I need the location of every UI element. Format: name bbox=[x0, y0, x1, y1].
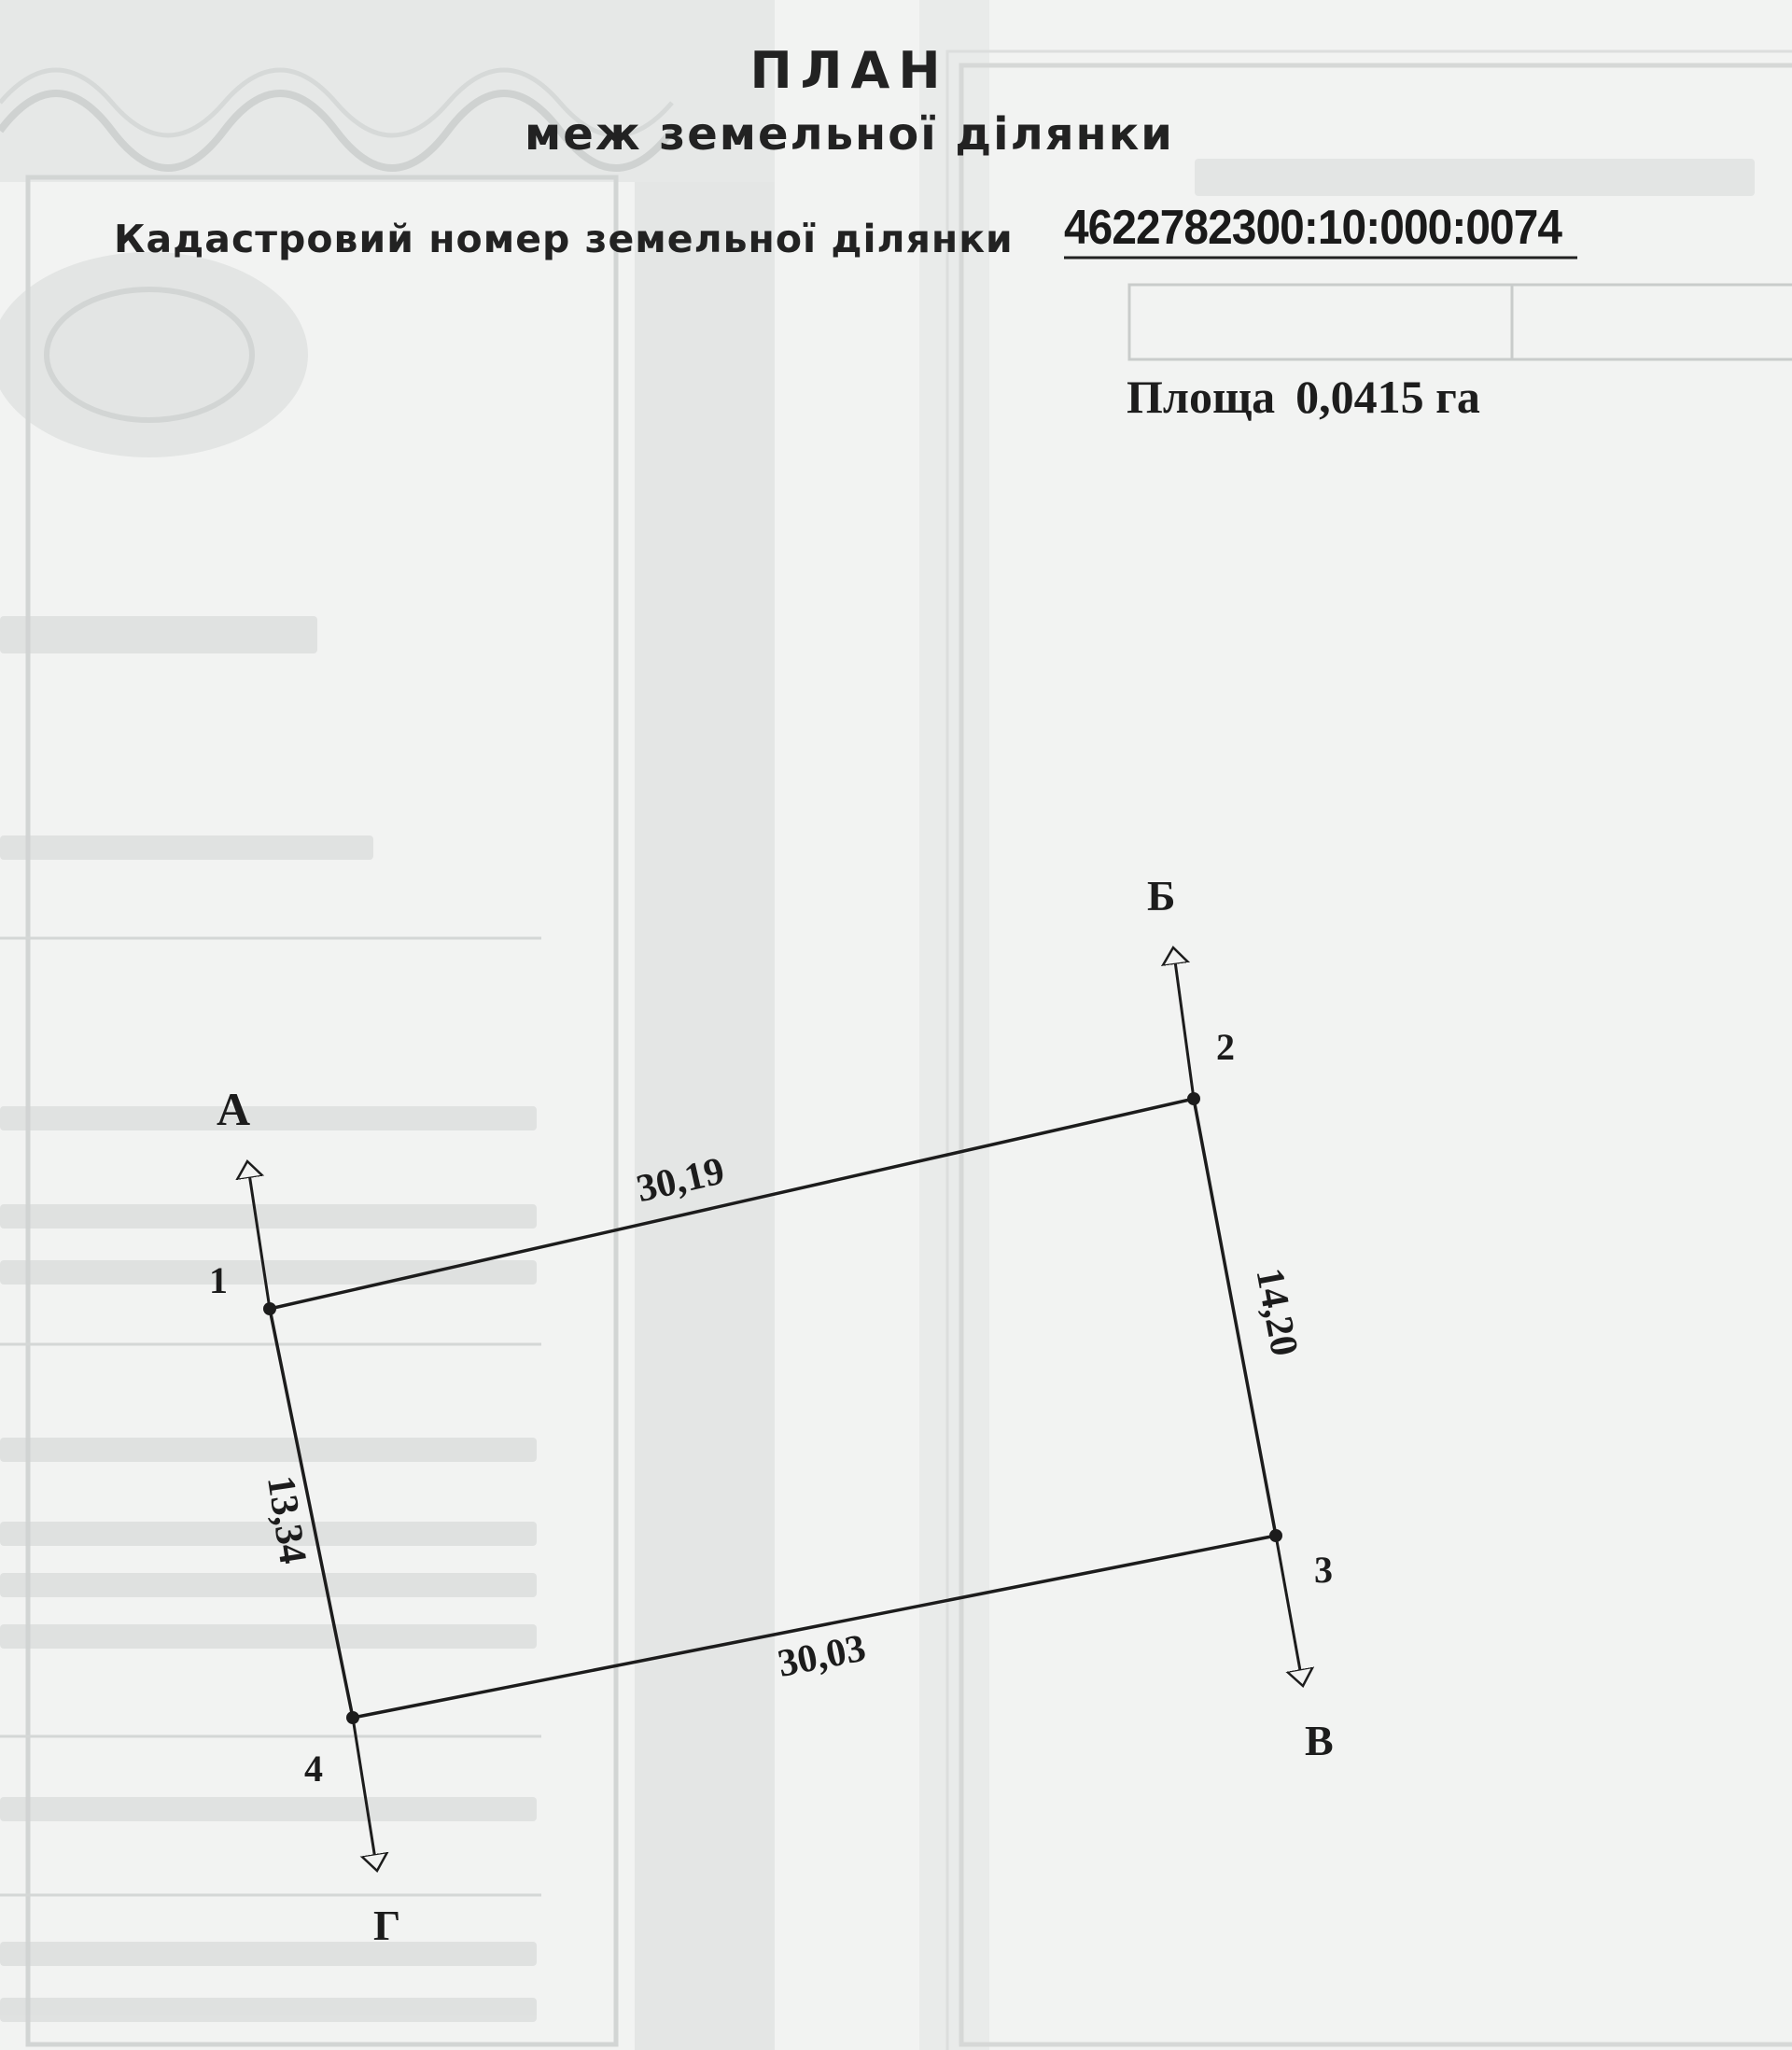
direction-label-b: Б bbox=[1147, 872, 1176, 920]
direction-arrow-v bbox=[1276, 1536, 1303, 1686]
area-label: Площа bbox=[1127, 371, 1276, 423]
side-length-2-3: 14,20 bbox=[1247, 1264, 1307, 1360]
direction-arrow-g bbox=[353, 1718, 377, 1871]
direction-label-g: Г bbox=[373, 1902, 401, 1949]
cadastral-number-value: 4622782300:10:000:0074 bbox=[1064, 201, 1562, 255]
direction-arrow-b bbox=[1173, 948, 1194, 1099]
plan-title: ПЛАН bbox=[749, 41, 949, 100]
side-length-4-1: 13,34 bbox=[259, 1472, 315, 1567]
plan-subtitle: меж земельної ділянки bbox=[525, 108, 1174, 161]
parcel-boundary bbox=[270, 1099, 1276, 1718]
vertex-1 bbox=[263, 1302, 276, 1315]
point-label-1: 1 bbox=[209, 1259, 228, 1301]
direction-arrow-a bbox=[247, 1161, 270, 1309]
vertex-3 bbox=[1269, 1529, 1282, 1542]
point-label-3: 3 bbox=[1314, 1549, 1333, 1591]
side-length-3-4: 30,03 bbox=[774, 1626, 870, 1686]
point-label-4: 4 bbox=[304, 1748, 323, 1790]
side-length-1-2: 30,19 bbox=[632, 1149, 729, 1212]
direction-label-a: А bbox=[217, 1083, 251, 1135]
direction-label-v: В bbox=[1305, 1717, 1334, 1764]
point-label-2: 2 bbox=[1216, 1026, 1235, 1068]
vertex-4 bbox=[346, 1711, 359, 1724]
vertex-2 bbox=[1187, 1092, 1200, 1105]
area-value: 0,0415 га bbox=[1295, 371, 1480, 423]
cadastral-number-label: Кадастровий номер земельної ділянки bbox=[114, 217, 1014, 261]
